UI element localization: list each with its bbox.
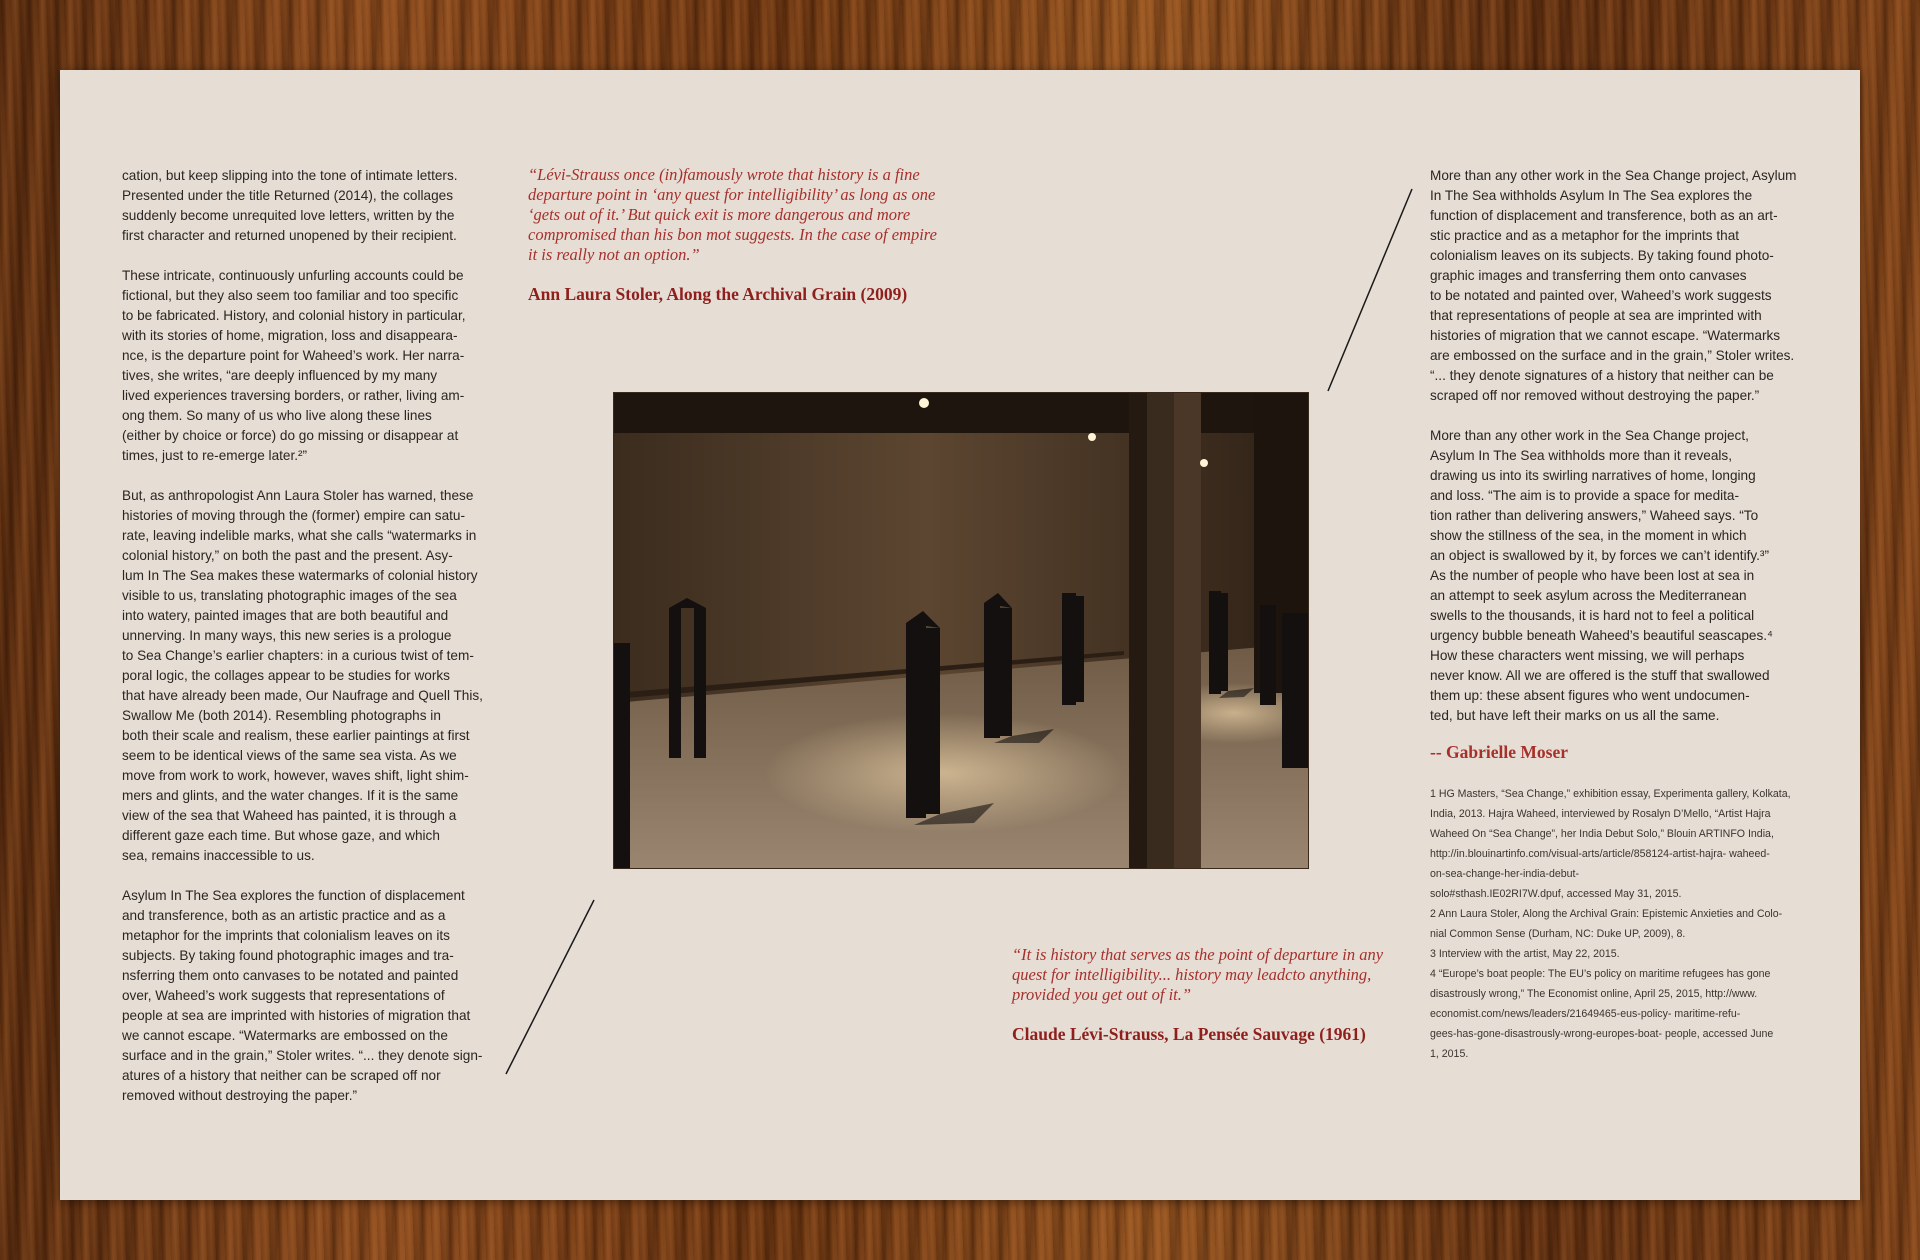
footnote: 3 Interview with the artist, May 22, 2015. — [1430, 948, 1620, 960]
pull-quote-top-attribution: Ann Laura Stoler, Along the Archival Grain (2009) — [528, 284, 908, 304]
paragraph: More than any other work in the Sea Change project, Asylum In The Sea withholds more than it reveals, drawing us into its swirling narratives of home, longing and loss. “The aim is to provide a space for medita- tion rather than delivering answers,” Waheed says. “To show the stillness of the sea, in the moment in which an object is swallowed by it, by forces we can’t identify.³” As the number of people who have been lost at sea in an attempt to seek asylum across the Mediterranean swells to the thousands, it is hard not to feel a political urgency bubble beneath Waheed’s beautiful seascapes.⁴ How these characters went missing, we will perhaps never know. All we are offered is the stuff that swallowed them up: these absent figures who went undocumen- ted, but have left their marks on us all the same. — [1430, 428, 1773, 723]
pull-quote-top: “Lévi-Strauss once (in)famously wrote that history is a fine departure point in ‘any quest for intelligibility’ as long as one ‘gets out of it.’ But quick exit is more dangerous and more compromised than his bon mot suggests. In the case of empire it is really not an option.” — [528, 165, 937, 264]
footnote: 2 Ann Laura Stoler, Along the Archival Grain: Epistemic Anxieties and Colo- nial Common Sense (Durham, NC: Duke UP, 2009), 8. — [1430, 908, 1783, 940]
gallery-installation-photo — [613, 392, 1309, 869]
left-text-column — [122, 166, 502, 1126]
footnotes — [1430, 784, 1802, 1064]
paragraph: But, as anthropologist Ann Laura Stoler has warned, these histories of moving through the (former) empire can satu- rate, leaving indelible marks, what she calls “watermarks in colonial history,” on both the past and the present. Asy- lum In The Sea makes these watermarks of colonial history visible to us, translating photographic images of the sea into watery, painted images that are both beautiful and unnerving. In many ways, this new series is a prologue to Sea Change’s earlier chapters: in a curious twist of tem- poral logic, the collages appear to be studies for works that have already been made, Our Naufrage and Quell This, Swallow Me (both 2014). Resembling photographs in both their scale and realism, these earlier paintings at first seem to be identical views of the same sea vista. As we move from work to work, however, waves shift, light shim- mers and glints, and the water changes. If it is the same view of the sea that Waheed has painted, it is through a different gaze each time. But whose gaze, and which sea, remains inaccessible to us. — [122, 488, 483, 863]
right-text-column — [1430, 166, 1802, 746]
connector-line-bottom — [504, 896, 598, 1078]
footnote: 1 HG Masters, “Sea Change,” exhibition essay, Experimenta gallery, Kolkata, India, 2013. Hajra Waheed, interviewed by Rosalyn D’Mello, “Artist Hajra Waheed On “Sea Change”, her India Debut Solo,” Blouin ARTINFO India, http://in.blouinartinfo.com/visual-arts/article/858124-artist-hajra- waheed- on-sea-change-her-india-debut- solo#sthash.IE02RI7W.dpuf, accessed May 31, 2015. — [1430, 788, 1791, 900]
printed-page — [60, 70, 1860, 1200]
connector-line-top — [1326, 185, 1416, 395]
paragraph: These intricate, continuously unfurling accounts could be fictional, but they also seem too familiar and too specific to be fabricated. History, and colonial history in particular, with its stories of home, migration, loss and disappeara- nce, is the departure point for Waheed’s work. Her narra- tives, she writes, “are deeply influenced by my many lived experiences traversing borders, or rather, living am- ong them. So many of us who live along these lines (either by choice or force) do go missing or disappear at times, just to re-emerge later.²” — [122, 268, 466, 463]
pull-quote-bottom-attribution: Claude Lévi-Strauss, La Pensée Sauvage (1961) — [1012, 1024, 1366, 1044]
pull-quote-bottom: “It is history that serves as the point of departure in any quest for intelligibility... history may leadcto anything, provided you get out of it.” — [1012, 945, 1384, 1004]
footnote: 4 “Europe’s boat people: The EU’s policy on maritime refugees has gone disastrously wrong,” The Economist online, April 25, 2015, http://www. economist.com/news/leaders/21649465-eus-policy- maritime-refu- gees-has-gone-disastrously-wrong-europes-boat- people, accessed June 1, 2015. — [1430, 968, 1774, 1060]
paragraph: cation, but keep slipping into the tone of intimate letters. Presented under the title Returned (2014), the collages suddenly become unrequited love letters, written by the first character and returned unopened by their recipient. — [122, 168, 458, 243]
paragraph: Asylum In The Sea explores the function of displacement and transference, both as an artistic practice and as a metaphor for the imprints that colonialism leaves on its subjects. By taking found photographic images and tra- nsferring them onto canvases to be notated and painted over, Waheed’s work suggests that representations of people at sea are imprinted with histories of migration that we cannot escape. “Watermarks are embossed on the surface and in the grain,” Stoler writes. “... they denote sign- atures of a history that neither can be scraped off nor removed without destroying the paper.” — [122, 888, 483, 1103]
paragraph: More than any other work in the Sea Change project, Asylum In The Sea withholds Asylum In The Sea explores the function of displacement and transference, both as an art- stic practice and as a metaphor for the imprints that colonialism leaves on its subjects. By taking found photo- graphic images and transferring them onto canvases to be notated and painted over, Waheed’s work suggests that representations of people at sea are imprinted with histories of migration that we cannot escape. “Watermarks are embossed on the surface and in the grain,” Stoler writes. “... they denote signatures of a history that neither can be scraped off nor removed without destroying the paper.” — [1430, 168, 1797, 403]
author-signature: -- Gabrielle Moser — [1430, 742, 1569, 762]
